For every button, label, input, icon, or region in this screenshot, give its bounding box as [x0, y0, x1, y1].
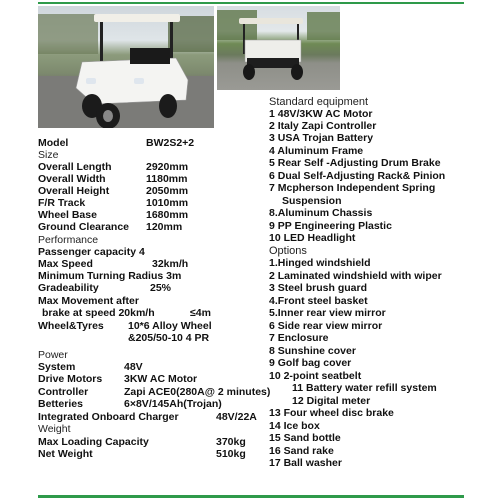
option-item: 4.Front steel basket	[269, 295, 368, 307]
net-weight-value: 510kg	[216, 448, 246, 460]
wheel-value-2: &205/50-10 4 PR	[128, 332, 210, 344]
standard-equipment-item: Suspension	[282, 195, 342, 207]
passenger-capacity: Passenger capacity 4	[38, 246, 145, 258]
size-spec-value: 1180mm	[146, 173, 188, 185]
max-speed-label: Max Speed	[38, 258, 93, 270]
system-label: System	[38, 361, 76, 373]
option-item: 14 Ice box	[269, 420, 320, 432]
weight-heading: Weight	[38, 423, 71, 435]
option-item: 2 Laminated windshield with wiper	[269, 270, 442, 282]
drive-motors-value: 3KW AC Motor	[124, 373, 198, 385]
option-item: 9 Golf bag cover	[269, 357, 352, 369]
standard-equipment-item: 4 Aluminum Frame	[269, 145, 364, 157]
size-spec-label: Overall Width	[38, 173, 106, 185]
model-value: BW2S2+2	[146, 137, 195, 149]
option-item: 6 Side rear view mirror	[269, 320, 383, 332]
options-heading: Options	[269, 245, 307, 257]
size-spec-value: 1680mm	[146, 209, 189, 221]
braking-value: ≤4m	[190, 307, 211, 319]
turning-radius: Minimum Turning Radius 3m	[38, 270, 182, 282]
option-item: 13 Four wheel disc brake	[269, 407, 394, 419]
standard-equipment-heading: Standard equipment	[269, 96, 369, 108]
standard-equipment-item: 2 Italy Zapi Controller	[269, 120, 377, 132]
size-spec-value: 2050mm	[146, 185, 189, 197]
option-item: 12 Digital meter	[292, 395, 371, 407]
option-item: 3 Steel brush guard	[269, 282, 368, 294]
bottom-divider	[38, 495, 464, 498]
standard-equipment-item: 6 Dual Self-Adjusting Rack& Pinion	[269, 170, 446, 182]
net-weight-label: Net Weight	[38, 448, 93, 460]
size-spec-label: Wheel Base	[38, 209, 97, 221]
standard-equipment-item: 7 Mcpherson Independent Spring	[269, 182, 436, 194]
charger-value: 48V/22A	[216, 411, 257, 423]
golf-cart-rear-illustration	[217, 6, 340, 90]
option-item: 10 2-point seatbelt	[269, 370, 362, 382]
option-item: 16 Sand rake	[269, 445, 334, 457]
size-spec-label: Ground Clearance	[38, 221, 130, 233]
batteries-label: Betteries	[38, 398, 83, 410]
option-item: 15 Sand bottle	[269, 432, 341, 444]
size-spec-value: 120mm	[146, 221, 183, 233]
size-spec-value: 1010mm	[146, 197, 189, 209]
option-item: 11 Battery water refill system	[292, 382, 437, 394]
size-spec-label: Overall Length	[38, 161, 112, 173]
option-item: 5.Inner rear view mirror	[269, 307, 386, 319]
wheel-label: Wheel&Tyres	[38, 320, 104, 332]
option-item: 8 Sunshine cover	[269, 345, 356, 357]
option-item: 7 Enclosure	[269, 332, 329, 344]
braking-line-1: Max Movement after	[38, 295, 139, 307]
size-spec-label: Overall Height	[38, 185, 110, 197]
size-heading: Size	[38, 149, 59, 161]
standard-equipment-item: 9 PP Engineering Plastic	[269, 220, 392, 232]
standard-equipment-item: 10 LED Headlight	[269, 232, 356, 244]
golf-cart-front-illustration	[38, 6, 214, 128]
system-value: 48V	[124, 361, 143, 373]
size-spec-value: 2920mm	[146, 161, 189, 173]
size-spec-label: F/R Track	[38, 197, 86, 209]
model-label: Model	[38, 137, 69, 149]
drive-motors-label: Drive Motors	[38, 373, 103, 385]
wheel-value-1: 10*6 Alloy Wheel	[128, 320, 212, 332]
option-item: 1.Hinged windshield	[269, 257, 371, 269]
golf-cart-rear-photo	[217, 6, 340, 90]
standard-equipment-item: 5 Rear Self -Adjusting Drum Brake	[269, 157, 441, 169]
charger-label: Integrated Onboard Charger	[38, 411, 179, 423]
controller-label: Controller	[38, 386, 89, 398]
option-item: 17 Ball washer	[269, 457, 342, 469]
braking-line-2: brake at speed 20km/h	[42, 307, 155, 319]
gradeability-value: 25%	[150, 282, 172, 294]
max-loading-value: 370kg	[216, 436, 246, 448]
standard-equipment-item: 8.Aluminum Chassis	[269, 207, 373, 219]
golf-cart-front-photo	[38, 6, 214, 128]
gradeability-label: Gradeability	[38, 282, 99, 294]
max-loading-label: Max Loading Capacity	[38, 436, 149, 448]
controller-value: Zapi ACE0(280A@ 2 minutes)	[124, 386, 271, 398]
performance-heading: Performance	[38, 234, 99, 246]
standard-equipment-item: 1 48V/3KW AC Motor	[269, 108, 373, 120]
batteries-value: 6×8V/145Ah(Trojan)	[124, 398, 222, 410]
max-speed-value: 32km/h	[152, 258, 189, 270]
standard-equipment-item: 3 USA Trojan Battery	[269, 132, 374, 144]
top-divider	[38, 2, 464, 4]
power-heading: Power	[38, 349, 68, 361]
